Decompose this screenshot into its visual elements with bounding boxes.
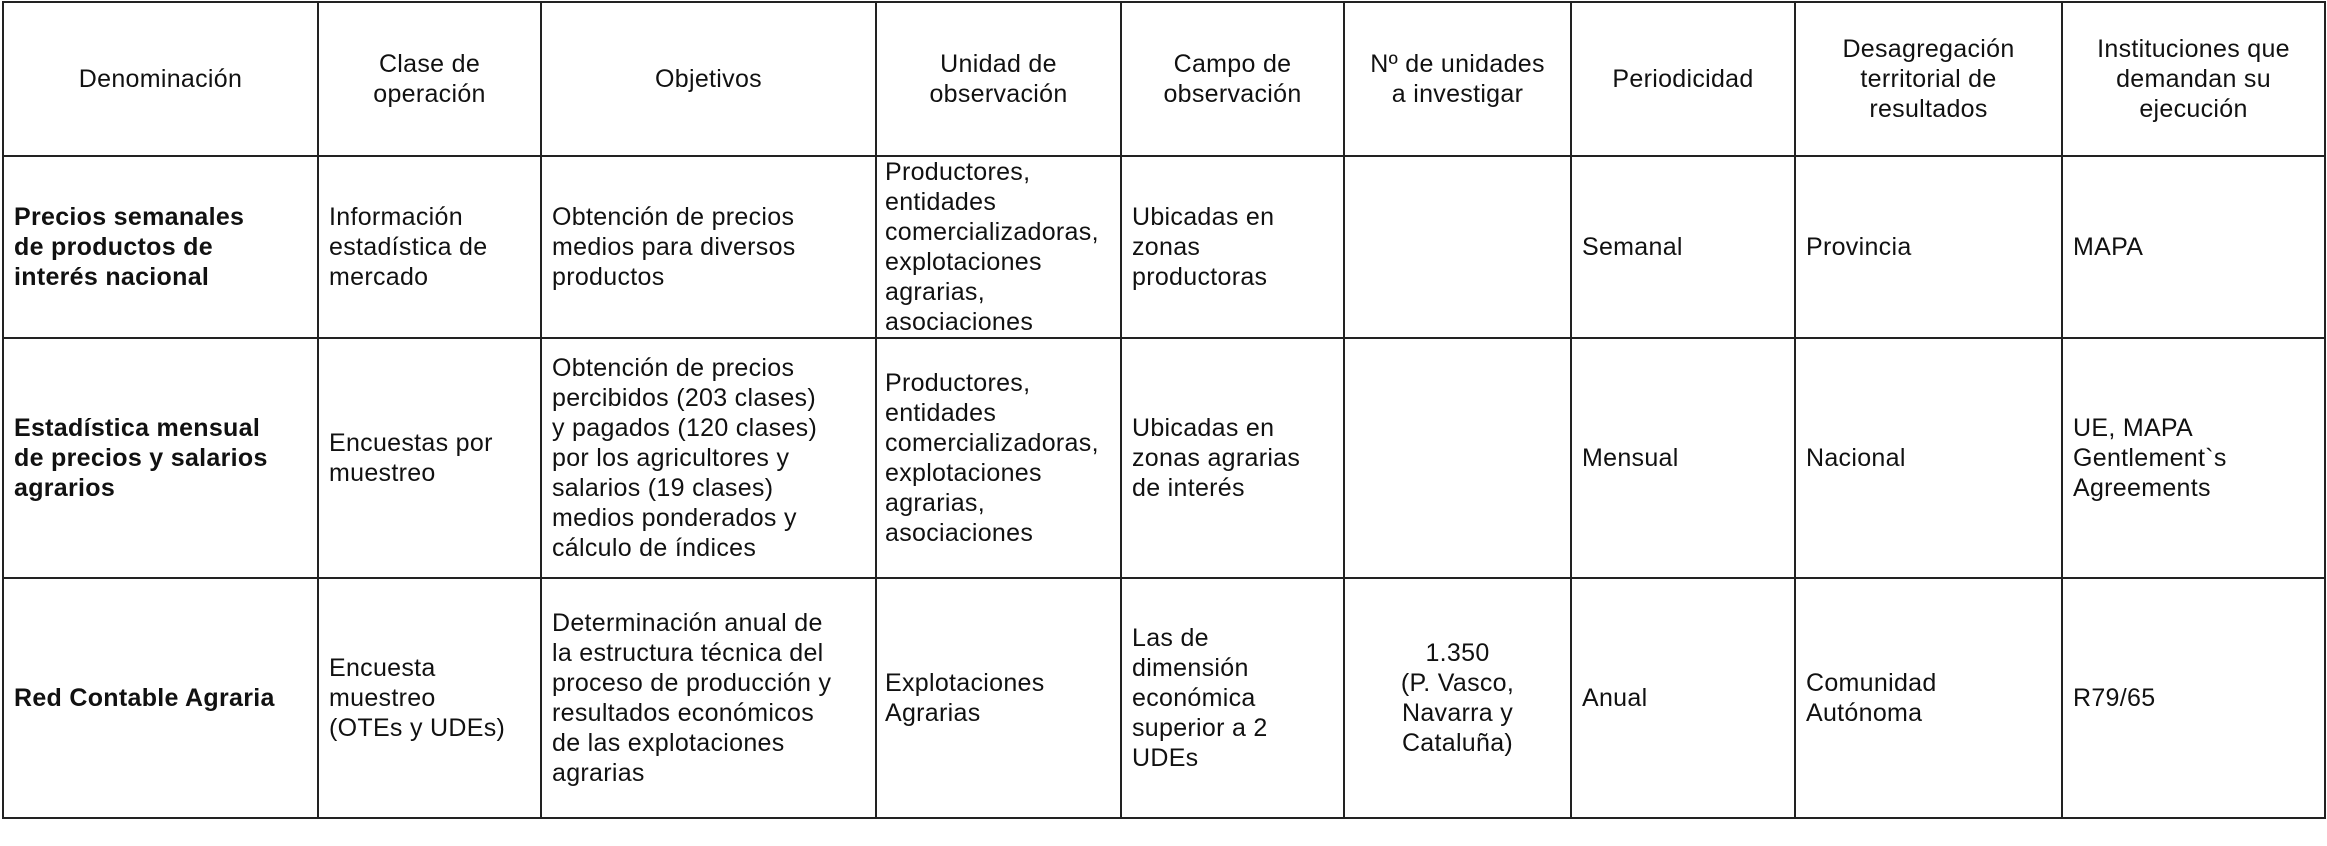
cell-desagregacion: Nacional: [1795, 338, 2062, 578]
table-row: [3, 338, 2325, 578]
cell-campo: Las de dimensión económica superior a 2 UDEs: [1121, 578, 1344, 818]
cell-instituciones: UE, MAPA Gentlement`s Agreements: [2062, 338, 2325, 578]
cell-desagregacion: Comunidad Autónoma: [1795, 578, 2062, 818]
header-num-unidades: Nº de unidades a investigar: [1344, 2, 1571, 156]
cell-objetivos: Obtención de precios percibidos (203 clases) y pagados (120 clases) por los agricultores y salarios (19 clases) medios ponderados y cálculo de índices: [541, 338, 876, 578]
cell-periodicidad: Mensual: [1571, 338, 1795, 578]
cell-instituciones: R79/65: [2062, 578, 2325, 818]
header-unidad: Unidad de observación: [876, 2, 1121, 156]
cell-clase: Información estadística de mercado: [318, 156, 541, 338]
cell-unidad: Explotaciones Agrarias: [876, 578, 1121, 818]
cell-num-unidades: 1.350 (P. Vasco, Navarra y Cataluña): [1344, 578, 1571, 818]
statistics-table: [2, 1, 2326, 819]
cell-desagregacion: Provincia: [1795, 156, 2062, 338]
cell-denominacion: Red Contable Agraria: [3, 578, 318, 818]
cell-instituciones: MAPA: [2062, 156, 2325, 338]
header-instituciones: Instituciones que demandan su ejecución: [2062, 2, 2325, 156]
header-clase: Clase de operación: [318, 2, 541, 156]
cell-denominacion: Estadística mensual de precios y salarios agrarios: [3, 338, 318, 578]
header-row: [3, 2, 2325, 156]
header-campo: Campo de observación: [1121, 2, 1344, 156]
table-row: [3, 578, 2325, 818]
cell-periodicidad: Anual: [1571, 578, 1795, 818]
cell-periodicidad: Semanal: [1571, 156, 1795, 338]
cell-clase: Encuestas por muestreo: [318, 338, 541, 578]
header-desagregacion: Desagregación territorial de resultados: [1795, 2, 2062, 156]
cell-num-unidades: [1344, 156, 1571, 338]
cell-objetivos: Obtención de precios medios para diversos productos: [541, 156, 876, 338]
cell-unidad: Productores, entidades comercializadoras, explotaciones agrarias, asociaciones: [876, 338, 1121, 578]
cell-denominacion: Precios semanales de productos de interés nacional: [3, 156, 318, 338]
table-row: [3, 156, 2325, 338]
cell-num-unidades: [1344, 338, 1571, 578]
cell-campo: Ubicadas en zonas productoras: [1121, 156, 1344, 338]
cell-campo: Ubicadas en zonas agrarias de interés: [1121, 338, 1344, 578]
header-objetivos: Objetivos: [541, 2, 876, 156]
header-denominacion: Denominación: [3, 2, 318, 156]
header-periodicidad: Periodicidad: [1571, 2, 1795, 156]
cell-clase: Encuesta muestreo (OTEs y UDEs): [318, 578, 541, 818]
cell-unidad: Productores, entidades comercializadoras, explotaciones agrarias, asociaciones: [876, 156, 1121, 338]
cell-objetivos: Determinación anual de la estructura técnica del proceso de producción y resultados económicos de las explotaciones agrarias: [541, 578, 876, 818]
